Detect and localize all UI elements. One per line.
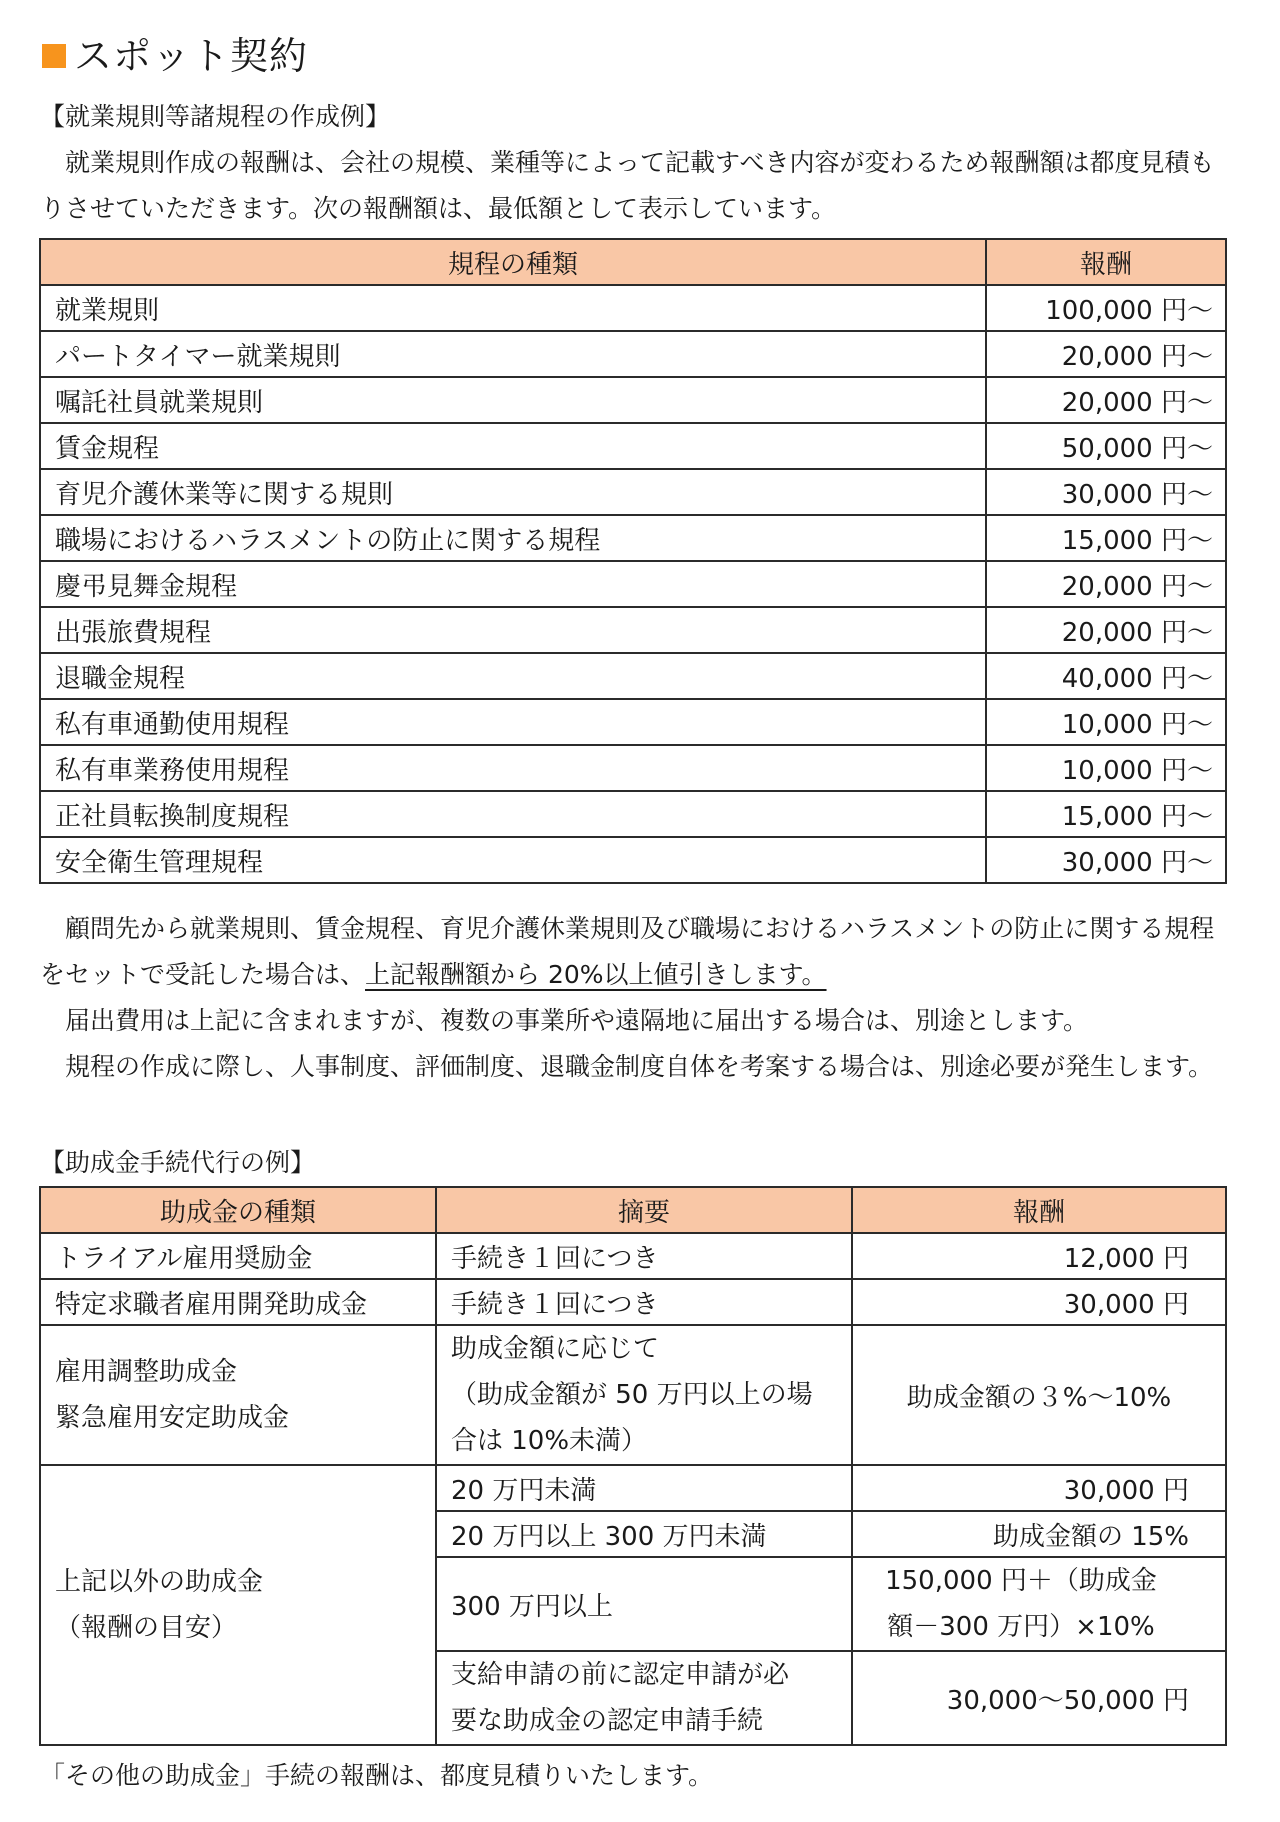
table-row: [40, 1465, 1226, 1511]
footer-note: 「その他の助成金」手続の報酬は、都度見積りいたします。: [40, 1761, 714, 1790]
regulation-name-cell: 正社員転換制度規程: [40, 791, 986, 837]
table-header-row: [40, 239, 1226, 285]
regulation-name-cell: 慶弔見舞金規程: [40, 561, 986, 607]
regulation-fee-cell: 10,000 円～: [986, 745, 1226, 791]
regulation-name-cell: 私有車業務使用規程: [40, 745, 986, 791]
regulation-fee-cell: 10,000 円～: [986, 699, 1226, 745]
table-row: [40, 607, 1226, 653]
regulation-name-cell: パートタイマー就業規則: [40, 331, 986, 377]
fee-cell: 30,000 円: [852, 1465, 1226, 1511]
table-row: [40, 285, 1226, 331]
regulation-name-cell: 出張旅費規程: [40, 607, 986, 653]
fee-cell: 30,000～50,000 円: [852, 1651, 1226, 1745]
discount-note-underlined: 上記報酬額から 20%以上値引きします。: [365, 960, 827, 989]
column-header-fee: 報酬: [986, 239, 1226, 285]
grant-type-cell: トライアル雇用奨励金: [40, 1233, 436, 1279]
table-row: [40, 837, 1226, 883]
discount-note-text: 顧問先から就業規則、賃金規程、育児介護休業規則及び職場におけるハラスメントの防止に関する規程をセットで受託した場合は、: [40, 914, 1215, 989]
summary-cell: [436, 1651, 852, 1745]
fee-cell: 助成金額の 15%: [852, 1511, 1226, 1557]
grant-type-cell: [40, 1325, 436, 1465]
summary-cell: 手続き１回につき: [436, 1233, 852, 1279]
regulation-fee-cell: 50,000 円～: [986, 423, 1226, 469]
column-header-summary: 摘要: [436, 1187, 852, 1233]
regulations-table-body: [40, 285, 1226, 883]
regulation-name-cell: 賃金規程: [40, 423, 986, 469]
table-row: [40, 699, 1226, 745]
regulations-intro: 就業規則作成の報酬は、会社の規模、業種等によって記載すべき内容が変わるため報酬額は都度見積もりさせていただきます。次の報酬額は、最低額として表示しています。: [40, 148, 1215, 223]
summary-cell: 20 万円未満: [436, 1465, 852, 1511]
grant-type-cell: [40, 1465, 436, 1745]
fee-cell: 30,000 円: [852, 1279, 1226, 1325]
regulations-heading: 【就業規則等諸規程の作成例】: [40, 102, 391, 131]
fee-cell: 12,000 円: [852, 1233, 1226, 1279]
table-row: [40, 515, 1226, 561]
regulation-fee-cell: 100,000 円～: [986, 285, 1226, 331]
table-row: [40, 469, 1226, 515]
regulation-name-cell: 退職金規程: [40, 653, 986, 699]
grants-heading: 【助成金手続代行の例】: [40, 1148, 316, 1177]
summary-line: 合は 10%未満）: [451, 1426, 648, 1456]
grant-type-line: 雇用調整助成金: [55, 1357, 238, 1387]
discount-note: [40, 906, 1230, 998]
table-row: [40, 1279, 1226, 1325]
grant-type-cell: 特定求職者雇用開発助成金: [40, 1279, 436, 1325]
summary-cell: 手続き１回につき: [436, 1279, 852, 1325]
regulation-name-cell: 嘱託社員就業規則: [40, 377, 986, 423]
regulation-fee-cell: 30,000 円～: [986, 837, 1226, 883]
summary-line: 助成金額に応じて: [451, 1334, 660, 1364]
fee-line: 額－300 万円）×10%: [887, 1612, 1155, 1642]
table-row: [40, 377, 1226, 423]
orange-square-icon: [42, 44, 66, 68]
fee-cell: [852, 1557, 1226, 1651]
regulation-fee-cell: 15,000 円～: [986, 515, 1226, 561]
table-row: [40, 423, 1226, 469]
table-row: [40, 1233, 1226, 1279]
summary-line: （助成金額が 50 万円以上の場: [451, 1380, 813, 1410]
column-header-grant-type: 助成金の種類: [40, 1187, 436, 1233]
column-header-regulation-type: 規程の種類: [40, 239, 986, 285]
grants-table: [39, 1186, 1227, 1746]
summary-line: 要な助成金の認定申請手続: [451, 1706, 764, 1736]
regulation-name-cell: 育児介護休業等に関する規則: [40, 469, 986, 515]
regulation-name-cell: 就業規則: [40, 285, 986, 331]
regulation-fee-cell: 15,000 円～: [986, 791, 1226, 837]
page-title: スポット契約: [74, 34, 309, 78]
column-header-fee: 報酬: [852, 1187, 1226, 1233]
table-row: [40, 791, 1226, 837]
summary-cell: 300 万円以上: [436, 1557, 852, 1651]
table-row: [40, 561, 1226, 607]
system-note: 規程の作成に際し、人事制度、評価制度、退職金制度自体を考案する場合は、別途必要が発生します。: [40, 1052, 1214, 1081]
summary-cell: [436, 1325, 852, 1465]
table-row: [40, 653, 1226, 699]
regulation-fee-cell: 40,000 円～: [986, 653, 1226, 699]
table-row: [40, 331, 1226, 377]
regulation-name-cell: 職場におけるハラスメントの防止に関する規程: [40, 515, 986, 561]
grant-type-line: 緊急雇用安定助成金: [55, 1403, 290, 1433]
table-row: [40, 1325, 1226, 1465]
fee-line: 150,000 円＋（助成金: [885, 1566, 1157, 1596]
fee-cell: 助成金額の３%～10%: [852, 1325, 1226, 1465]
filing-note: 届出費用は上記に含まれますが、複数の事業所や遠隔地に届出する場合は、別途とします。: [40, 1006, 1089, 1035]
regulations-table: [39, 238, 1227, 884]
regulation-fee-cell: 20,000 円～: [986, 607, 1226, 653]
summary-cell: 20 万円以上 300 万円未満: [436, 1511, 852, 1557]
regulation-fee-cell: 20,000 円～: [986, 561, 1226, 607]
regulation-name-cell: 私有車通勤使用規程: [40, 699, 986, 745]
regulation-name-cell: 安全衛生管理規程: [40, 837, 986, 883]
regulation-fee-cell: 20,000 円～: [986, 331, 1226, 377]
regulation-fee-cell: 30,000 円～: [986, 469, 1226, 515]
table-row: [40, 745, 1226, 791]
grant-type-line: 上記以外の助成金: [55, 1567, 264, 1597]
grant-type-line: （報酬の目安）: [55, 1613, 238, 1643]
summary-line: 支給申請の前に認定申請が必: [451, 1660, 790, 1690]
regulation-fee-cell: 20,000 円～: [986, 377, 1226, 423]
table-header-row: [40, 1187, 1226, 1233]
title-row: [42, 30, 308, 82]
